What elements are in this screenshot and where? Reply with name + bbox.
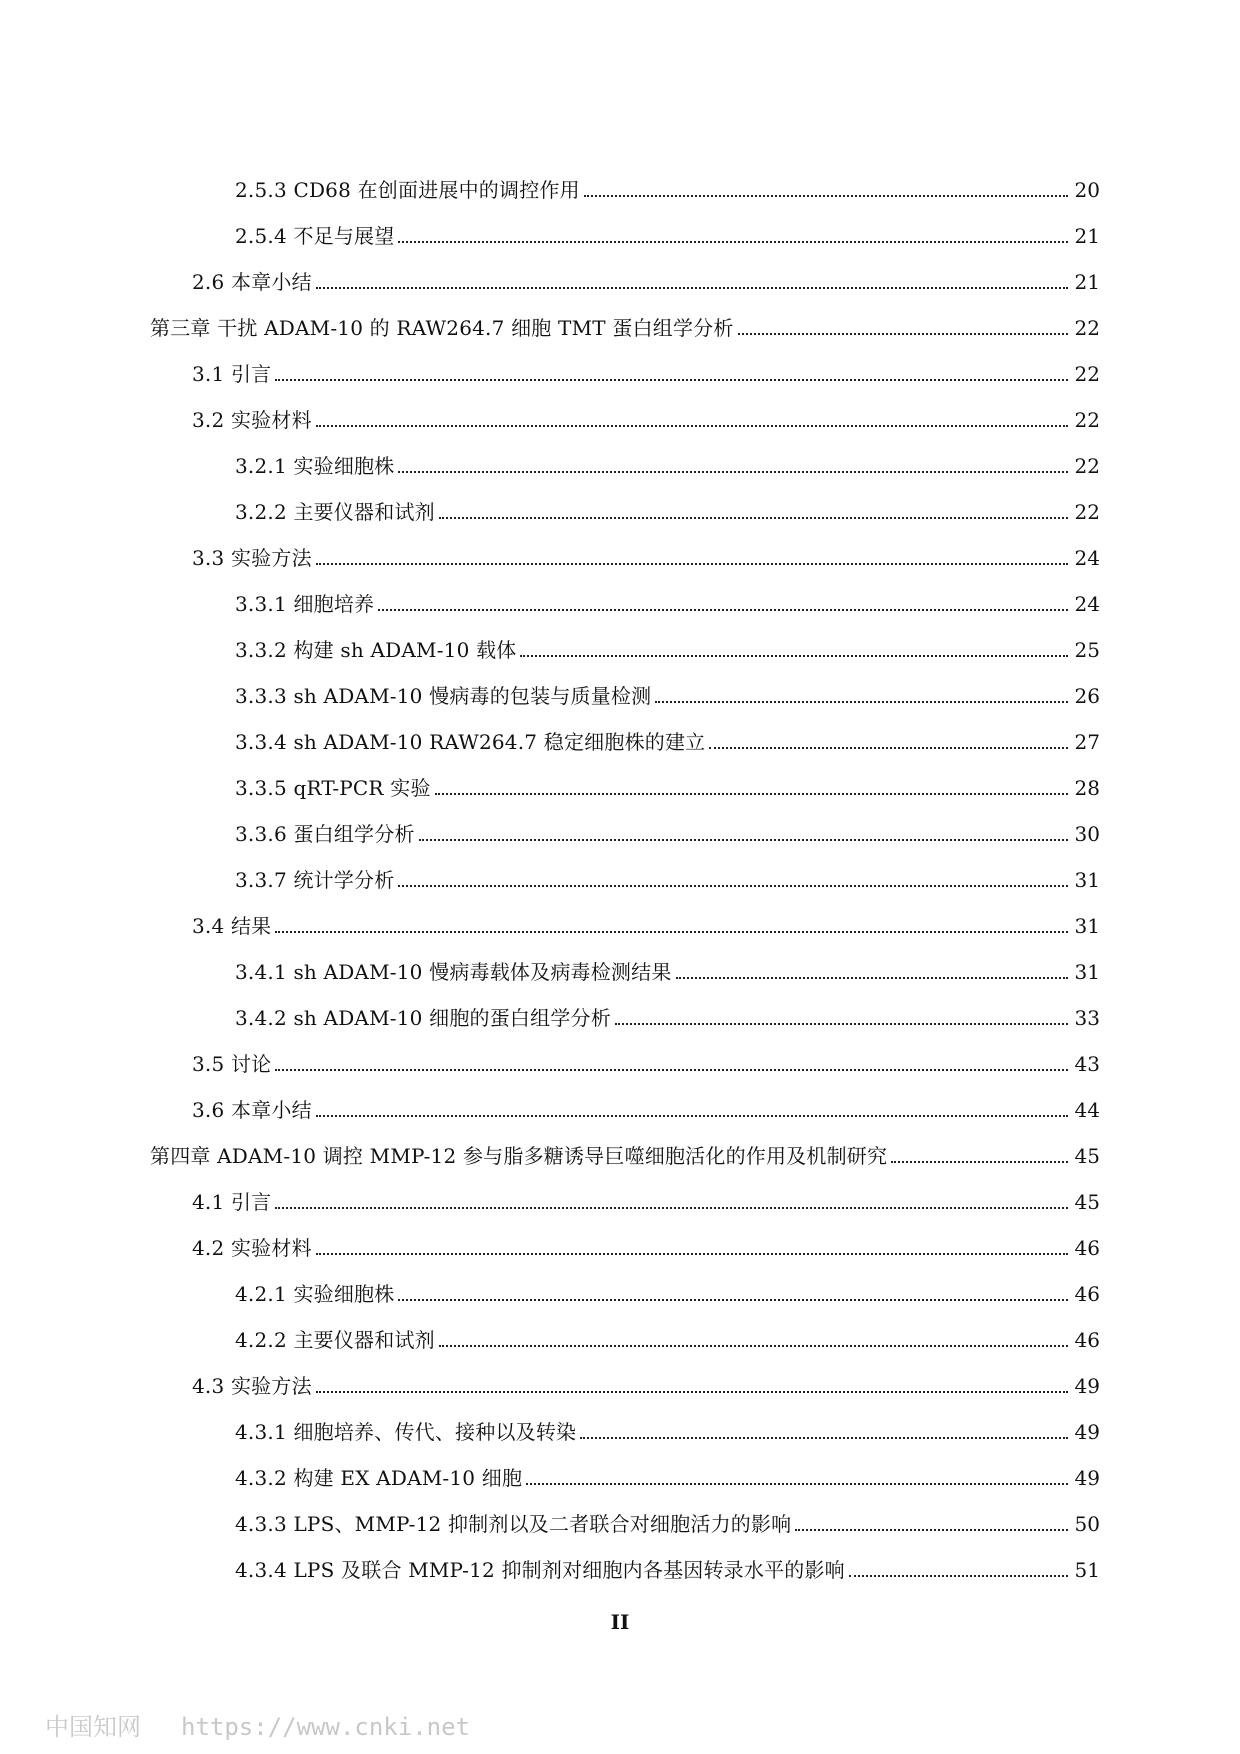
toc-entry-title: 3.3 实验方法 xyxy=(192,546,312,570)
toc-entry-title: 2.5.4 不足与展望 xyxy=(235,224,395,248)
toc-entry[interactable] xyxy=(0,526,1240,572)
toc-dot-leader xyxy=(398,1279,1068,1301)
toc-entry[interactable] xyxy=(0,848,1240,894)
toc-entry-page: 33 xyxy=(1074,1006,1100,1030)
toc-entry-title: 3.3.6 蛋白组学分析 xyxy=(235,822,415,846)
toc-dot-leader xyxy=(795,1509,1068,1531)
toc-entry[interactable] xyxy=(0,1538,1240,1584)
toc-entry[interactable] xyxy=(0,1492,1240,1538)
toc-entry-title: 3.4.1 sh ADAM-10 慢病毒载体及病毒检测结果 xyxy=(235,960,672,984)
toc-entry-title: 3.3.3 sh ADAM-10 慢病毒的包装与质量检测 xyxy=(235,684,652,708)
toc-dot-leader xyxy=(584,175,1068,197)
toc-dot-leader xyxy=(435,773,1068,795)
toc-dot-leader xyxy=(419,819,1068,841)
toc-entry-page: 24 xyxy=(1074,546,1100,570)
toc-entry-page: 43 xyxy=(1074,1052,1100,1076)
toc-dot-leader xyxy=(398,451,1068,473)
toc-entry-page: 22 xyxy=(1074,362,1100,386)
toc-entry[interactable] xyxy=(0,1308,1240,1354)
toc-entry-title: 4.3.2 构建 EX ADAM-10 细胞 xyxy=(235,1466,523,1490)
toc-entry-page: 21 xyxy=(1074,270,1100,294)
toc-dot-leader xyxy=(580,1417,1068,1439)
toc-dot-leader xyxy=(398,865,1068,887)
toc-entry-page: 49 xyxy=(1074,1466,1100,1490)
toc-entry-page: 28 xyxy=(1074,776,1100,800)
toc-entry-title: 4.2.1 实验细胞株 xyxy=(235,1282,395,1306)
table-of-contents xyxy=(0,158,1240,1584)
toc-entry[interactable] xyxy=(0,1170,1240,1216)
toc-entry-title: 3.3.2 构建 sh ADAM-10 载体 xyxy=(235,638,517,662)
toc-entry-page: 22 xyxy=(1074,454,1100,478)
toc-entry-page: 45 xyxy=(1074,1144,1100,1168)
toc-dot-leader xyxy=(709,727,1068,749)
toc-entry-page: 22 xyxy=(1074,408,1100,432)
toc-entry-title: 4.3.1 细胞培养、传代、接种以及转染 xyxy=(235,1420,577,1444)
cnki-watermark xyxy=(45,1707,470,1742)
toc-dot-leader xyxy=(275,911,1068,933)
toc-dot-leader xyxy=(398,221,1068,243)
toc-dot-leader xyxy=(849,1555,1068,1577)
toc-dot-leader xyxy=(676,957,1068,979)
toc-entry[interactable] xyxy=(0,572,1240,618)
toc-entry[interactable] xyxy=(0,1400,1240,1446)
toc-dot-leader xyxy=(316,1095,1068,1117)
toc-entry-page: 49 xyxy=(1074,1374,1100,1398)
toc-entry-title: 第四章 ADAM-10 调控 MMP-12 参与脂多糖诱导巨噬细胞活化的作用及机制研究 xyxy=(150,1144,888,1168)
toc-entry-page: 44 xyxy=(1074,1098,1100,1122)
toc-entry-page: 49 xyxy=(1074,1420,1100,1444)
toc-entry-page: 22 xyxy=(1074,500,1100,524)
toc-entry-title: 3.3.4 sh ADAM-10 RAW264.7 稳定细胞株的建立 xyxy=(235,730,706,754)
toc-entry-page: 30 xyxy=(1074,822,1100,846)
toc-dot-leader xyxy=(378,589,1068,611)
toc-entry[interactable] xyxy=(0,710,1240,756)
toc-entry-title: 3.2.1 实验细胞株 xyxy=(235,454,395,478)
toc-entry[interactable] xyxy=(0,894,1240,940)
toc-entry-title: 4.3.3 LPS、MMP-12 抑制剂以及二者联合对细胞活力的影响 xyxy=(235,1512,792,1536)
watermark-site-name: 中国知网 xyxy=(45,1713,141,1741)
toc-dot-leader xyxy=(275,359,1068,381)
toc-entry[interactable] xyxy=(0,940,1240,986)
toc-entry-page: 46 xyxy=(1074,1236,1100,1260)
toc-entry[interactable] xyxy=(0,434,1240,480)
toc-entry[interactable] xyxy=(0,1446,1240,1492)
toc-entry[interactable] xyxy=(0,1032,1240,1078)
toc-entry-title: 3.6 本章小结 xyxy=(192,1098,312,1122)
toc-entry-page: 50 xyxy=(1074,1512,1100,1536)
toc-entry-page: 25 xyxy=(1074,638,1100,662)
toc-entry-page: 31 xyxy=(1074,868,1100,892)
toc-dot-leader xyxy=(891,1141,1068,1163)
toc-entry-page: 46 xyxy=(1074,1328,1100,1352)
toc-dot-leader xyxy=(655,681,1068,703)
toc-entry-title: 3.4.2 sh ADAM-10 细胞的蛋白组学分析 xyxy=(235,1006,611,1030)
toc-entry-title: 3.3.7 统计学分析 xyxy=(235,868,395,892)
toc-entry[interactable] xyxy=(0,158,1240,204)
toc-dot-leader xyxy=(275,1187,1068,1209)
watermark-url: https://www.cnki.net xyxy=(181,1713,470,1741)
toc-dot-leader xyxy=(520,635,1068,657)
toc-dot-leader xyxy=(439,497,1068,519)
toc-entry[interactable] xyxy=(0,756,1240,802)
toc-entry-title: 3.1 引言 xyxy=(192,362,272,386)
toc-entry-title: 3.3.5 qRT-PCR 实验 xyxy=(235,776,431,800)
toc-entry-page: 22 xyxy=(1074,316,1100,340)
toc-entry-page: 26 xyxy=(1074,684,1100,708)
toc-entry[interactable] xyxy=(0,1216,1240,1262)
toc-entry-title: 4.3.4 LPS 及联合 MMP-12 抑制剂对细胞内各基因转录水平的影响 xyxy=(235,1558,845,1582)
toc-dot-leader xyxy=(316,543,1068,565)
toc-entry[interactable] xyxy=(0,802,1240,848)
toc-entry[interactable] xyxy=(0,204,1240,250)
toc-entry[interactable] xyxy=(0,250,1240,296)
toc-entry-title: 2.5.3 CD68 在创面进展中的调控作用 xyxy=(235,178,580,202)
toc-entry-page: 27 xyxy=(1074,730,1100,754)
toc-entry-title: 4.3 实验方法 xyxy=(192,1374,312,1398)
toc-entry[interactable] xyxy=(0,296,1240,342)
toc-entry-title: 4.2 实验材料 xyxy=(192,1236,312,1260)
toc-dot-leader xyxy=(316,405,1068,427)
toc-entry-page: 45 xyxy=(1074,1190,1100,1214)
toc-dot-leader xyxy=(316,1371,1068,1393)
toc-dot-leader xyxy=(615,1003,1068,1025)
toc-entry-title: 4.2.2 主要仪器和试剂 xyxy=(235,1328,435,1352)
toc-entry-page: 31 xyxy=(1074,914,1100,938)
toc-entry[interactable] xyxy=(0,388,1240,434)
toc-entry[interactable] xyxy=(0,1354,1240,1400)
toc-dot-leader xyxy=(275,1049,1068,1071)
toc-entry-page: 31 xyxy=(1074,960,1100,984)
toc-entry[interactable] xyxy=(0,664,1240,710)
toc-entry-page: 46 xyxy=(1074,1282,1100,1306)
toc-entry-title: 4.1 引言 xyxy=(192,1190,272,1214)
toc-entry-page: 24 xyxy=(1074,592,1100,616)
toc-entry-title: 2.6 本章小结 xyxy=(192,270,312,294)
toc-entry[interactable] xyxy=(0,480,1240,526)
toc-dot-leader xyxy=(738,313,1068,335)
toc-entry[interactable] xyxy=(0,1262,1240,1308)
toc-entry-title: 3.5 讨论 xyxy=(192,1052,272,1076)
toc-entry[interactable] xyxy=(0,618,1240,664)
toc-entry-title: 3.2.2 主要仪器和试剂 xyxy=(235,500,435,524)
toc-entry[interactable] xyxy=(0,986,1240,1032)
toc-dot-leader xyxy=(316,267,1068,289)
toc-entry[interactable] xyxy=(0,1124,1240,1170)
toc-dot-leader xyxy=(439,1325,1068,1347)
toc-entry-page: 21 xyxy=(1074,224,1100,248)
toc-dot-leader xyxy=(316,1233,1068,1255)
page-number: II xyxy=(610,1610,630,1634)
toc-entry[interactable] xyxy=(0,1078,1240,1124)
toc-dot-leader xyxy=(526,1463,1068,1485)
toc-entry-title: 3.2 实验材料 xyxy=(192,408,312,432)
toc-entry-title: 3.4 结果 xyxy=(192,914,272,938)
toc-entry-page: 20 xyxy=(1074,178,1100,202)
toc-entry-page: 51 xyxy=(1074,1558,1100,1582)
toc-entry[interactable] xyxy=(0,342,1240,388)
toc-entry-title: 第三章 干扰 ADAM-10 的 RAW264.7 细胞 TMT 蛋白组学分析 xyxy=(150,316,734,340)
toc-entry-title: 3.3.1 细胞培养 xyxy=(235,592,375,616)
